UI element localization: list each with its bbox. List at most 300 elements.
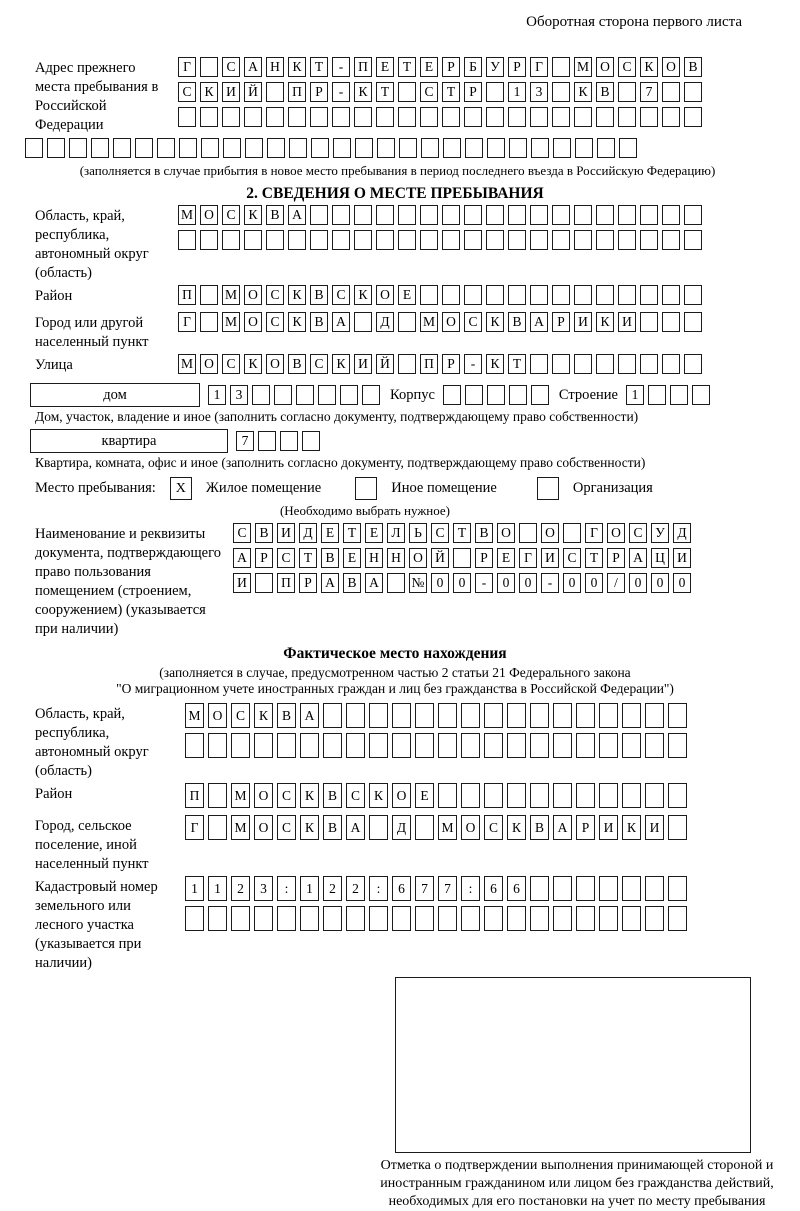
char-cell: - — [541, 573, 559, 593]
char-cell — [596, 107, 614, 127]
char-cell: 1 — [300, 876, 319, 901]
char-cell — [553, 733, 572, 758]
char-cell — [530, 783, 549, 808]
checkbox-zhiloe: X — [170, 477, 192, 500]
char-cell: 0 — [519, 573, 537, 593]
char-cell: С — [178, 82, 196, 102]
char-cell — [387, 573, 405, 593]
char-cell — [484, 783, 503, 808]
char-cell — [346, 703, 365, 728]
char-cell — [421, 138, 439, 158]
char-cell: Е — [420, 57, 438, 77]
raion-label: Район — [35, 288, 73, 304]
char-cell — [310, 205, 328, 225]
char-cell — [443, 385, 461, 405]
char-cell: С — [233, 523, 251, 543]
char-cell: В — [684, 57, 702, 77]
char-cell: А — [365, 573, 383, 593]
char-cell — [300, 906, 319, 931]
char-cell: Р — [299, 573, 317, 593]
char-cell — [622, 733, 641, 758]
oblast-label: Область, край, республика, автономный округ (область) — [35, 208, 149, 281]
char-cell — [377, 138, 395, 158]
char-cell — [684, 82, 702, 102]
char-cell: М — [231, 815, 250, 840]
prev-address-block — [25, 57, 790, 135]
char-cell — [369, 733, 388, 758]
char-cell: К — [288, 312, 306, 332]
char-row — [236, 431, 324, 451]
char-cell — [684, 285, 702, 305]
char-cell: Р — [508, 57, 526, 77]
char-cell: 3 — [230, 385, 248, 405]
char-cell: П — [277, 573, 295, 593]
char-cell: Ь — [409, 523, 427, 543]
char-cell — [200, 312, 218, 332]
char-cell — [486, 230, 504, 250]
char-cell: В — [310, 285, 328, 305]
char-cell: А — [321, 573, 339, 593]
char-cell — [645, 876, 664, 901]
char-cell — [619, 138, 637, 158]
gorod-label: Город или другой населенный пункт — [35, 315, 149, 350]
char-cell — [530, 906, 549, 931]
char-cell: И — [354, 354, 372, 374]
char-cell: Г — [178, 57, 196, 77]
char-cell: И — [673, 548, 691, 568]
char-cell — [420, 205, 438, 225]
char-cell: О — [442, 312, 460, 332]
char-cell — [208, 815, 227, 840]
char-cell — [668, 703, 687, 728]
char-cell: О — [662, 57, 680, 77]
option-label-inoe: Иное помещение — [391, 480, 497, 496]
char-cell: 0 — [563, 573, 581, 593]
char-cell: 6 — [484, 876, 503, 901]
char-cell: 1 — [508, 82, 526, 102]
char-cell — [442, 205, 460, 225]
char-cell — [91, 138, 109, 158]
char-cell: 0 — [497, 573, 515, 593]
char-cell: 6 — [392, 876, 411, 901]
char-cell: П — [178, 285, 196, 305]
field-dom — [25, 383, 790, 407]
char-cell: : — [461, 876, 480, 901]
char-cell — [668, 906, 687, 931]
char-cell: О — [376, 285, 394, 305]
stamp-box — [395, 977, 751, 1153]
char-cell: Т — [299, 548, 317, 568]
fact-caption-1: (заполняется в случае, предусмотренном частью 2 статьи 21 Федерального закона — [159, 665, 631, 680]
char-cell — [464, 230, 482, 250]
char-cell — [575, 138, 593, 158]
char-cell — [618, 354, 636, 374]
char-cell: Т — [508, 354, 526, 374]
char-cell: - — [475, 573, 493, 593]
char-cell — [376, 107, 394, 127]
char-cell — [443, 138, 461, 158]
char-cell: С — [310, 354, 328, 374]
char-cell: - — [332, 82, 350, 102]
fact-gorod-label: Город, сельское поселение, иной населенный пункт — [35, 818, 149, 872]
char-cell — [369, 906, 388, 931]
char-cell — [222, 230, 240, 250]
char-cell — [398, 82, 416, 102]
char-cell — [311, 138, 329, 158]
char-cell: А — [300, 703, 319, 728]
char-row — [178, 82, 790, 102]
char-cell — [552, 57, 570, 77]
char-row — [178, 230, 790, 250]
fact-field-kadastr — [25, 876, 790, 973]
char-cell: Р — [255, 548, 273, 568]
char-cell — [530, 703, 549, 728]
char-cell: М — [178, 205, 196, 225]
char-cell — [645, 733, 664, 758]
char-cell: 3 — [254, 876, 273, 901]
prev-address-cells — [178, 57, 790, 132]
char-cell: Т — [585, 548, 603, 568]
char-cell — [208, 733, 227, 758]
char-cell — [266, 230, 284, 250]
char-cell: Е — [376, 57, 394, 77]
char-row — [233, 573, 790, 593]
char-cell: Е — [365, 523, 383, 543]
char-cell: И — [645, 815, 664, 840]
char-row — [208, 385, 384, 405]
char-cell — [640, 312, 658, 332]
char-cell — [531, 138, 549, 158]
char-cell: В — [475, 523, 493, 543]
prev-address-label: Адрес прежнего места пребывания в Российской Федерации — [35, 60, 159, 133]
char-cell — [508, 107, 526, 127]
char-cell: Р — [552, 312, 570, 332]
char-cell: Е — [321, 523, 339, 543]
char-cell: А — [553, 815, 572, 840]
char-row — [185, 815, 691, 840]
char-cell: К — [332, 354, 350, 374]
char-cell: К — [300, 783, 319, 808]
char-cell: О — [392, 783, 411, 808]
char-cell — [438, 906, 457, 931]
char-cell: М — [574, 57, 592, 77]
char-cell: О — [254, 815, 273, 840]
char-cell: 0 — [585, 573, 603, 593]
char-cell — [576, 733, 595, 758]
char-cell: И — [233, 573, 251, 593]
char-cell — [662, 354, 680, 374]
char-cell — [645, 906, 664, 931]
char-cell — [288, 107, 306, 127]
char-cell: С — [277, 783, 296, 808]
char-cell — [662, 312, 680, 332]
char-cell — [597, 138, 615, 158]
char-cell — [487, 138, 505, 158]
char-cell — [310, 107, 328, 127]
char-cell — [200, 230, 218, 250]
char-cell: Д — [376, 312, 394, 332]
char-cell: Н — [365, 548, 383, 568]
char-cell — [530, 205, 548, 225]
char-cell — [508, 230, 526, 250]
char-cell — [442, 107, 460, 127]
char-cell — [340, 385, 358, 405]
char-cell — [692, 385, 710, 405]
kadastr-label: Кадастровый номер земельного или лесного участка (указывается при наличии) — [35, 879, 158, 971]
char-cell — [596, 354, 614, 374]
char-cell — [200, 107, 218, 127]
char-cell: У — [486, 57, 504, 77]
char-cell: О — [244, 285, 262, 305]
char-cell: Р — [442, 354, 460, 374]
char-cell: О — [409, 548, 427, 568]
char-cell — [245, 138, 263, 158]
char-cell: Е — [398, 285, 416, 305]
char-cell: К — [288, 285, 306, 305]
char-cell: 0 — [453, 573, 471, 593]
fact-oblast-label: Область, край, республика, автономный округ (область) — [35, 706, 149, 779]
char-cell: 7 — [415, 876, 434, 901]
char-cell: К — [354, 285, 372, 305]
char-cell: Р — [310, 82, 328, 102]
char-cell: А — [629, 548, 647, 568]
dom-caption: Дом, участок, владение и иное (заполнить согласно документу, подтверждающему право собственности) — [35, 409, 639, 424]
char-cell: К — [354, 82, 372, 102]
char-cell: К — [254, 703, 273, 728]
char-cell — [266, 82, 284, 102]
char-cell — [530, 230, 548, 250]
char-row — [185, 876, 790, 901]
stroenie-label: Строение — [558, 386, 618, 403]
char-cell: М — [178, 354, 196, 374]
char-cell — [392, 733, 411, 758]
char-cell — [530, 354, 548, 374]
char-cell — [531, 385, 549, 405]
char-cell: 3 — [530, 82, 548, 102]
char-cell: Г — [519, 548, 537, 568]
char-cell: О — [607, 523, 625, 543]
char-cell — [280, 431, 298, 451]
char-cell — [332, 107, 350, 127]
char-cell — [622, 906, 641, 931]
char-cell — [442, 230, 460, 250]
char-cell — [420, 107, 438, 127]
fact-title: Фактическое место нахождения — [283, 645, 507, 662]
char-cell: А — [244, 57, 262, 77]
char-cell: К — [486, 312, 504, 332]
char-cell — [484, 733, 503, 758]
char-cell — [684, 205, 702, 225]
char-cell — [574, 230, 592, 250]
char-cell — [318, 385, 336, 405]
char-cell — [553, 906, 572, 931]
char-cell — [576, 703, 595, 728]
char-cell: М — [438, 815, 457, 840]
char-cell: Г — [530, 57, 548, 77]
char-cell — [530, 733, 549, 758]
char-cell: М — [222, 312, 240, 332]
char-cell — [289, 138, 307, 158]
char-cell — [354, 230, 372, 250]
char-cell — [645, 703, 664, 728]
char-cell — [254, 733, 273, 758]
char-cell — [258, 431, 276, 451]
char-cell — [684, 107, 702, 127]
char-cell — [574, 285, 592, 305]
char-cell: В — [323, 783, 342, 808]
char-cell: О — [244, 312, 262, 332]
char-row — [185, 703, 790, 728]
fact-field-gorod — [25, 815, 790, 874]
char-cell: В — [255, 523, 273, 543]
char-cell — [596, 205, 614, 225]
char-cell — [392, 906, 411, 931]
char-cell — [277, 906, 296, 931]
char-cell: В — [343, 573, 361, 593]
char-row — [185, 783, 691, 808]
char-cell — [274, 385, 292, 405]
mesto-label: Место пребывания: — [35, 480, 156, 496]
char-cell — [599, 733, 618, 758]
korpus-label: Корпус — [390, 386, 435, 403]
mesto-hint: (Необходимо выбрать нужное) — [279, 503, 451, 518]
char-cell: С — [420, 82, 438, 102]
char-cell — [300, 733, 319, 758]
char-cell — [484, 906, 503, 931]
prev-address-caption: (заполняется в случае прибытия в новое место пребывания в период последнего въезда в Российскую Федерацию) — [79, 163, 716, 178]
char-cell — [179, 138, 197, 158]
char-cell — [684, 312, 702, 332]
char-row — [178, 354, 706, 374]
char-cell: Ц — [651, 548, 669, 568]
char-cell — [185, 906, 204, 931]
char-cell — [563, 523, 581, 543]
char-cell — [362, 385, 380, 405]
char-cell: П — [288, 82, 306, 102]
char-cell: Р — [576, 815, 595, 840]
char-cell: В — [321, 548, 339, 568]
char-cell — [576, 906, 595, 931]
char-cell — [622, 876, 641, 901]
char-cell — [231, 906, 250, 931]
char-cell: Д — [392, 815, 411, 840]
char-cell: С — [431, 523, 449, 543]
char-cell — [178, 107, 196, 127]
char-cell — [355, 138, 373, 158]
char-cell — [369, 703, 388, 728]
char-cell: 7 — [236, 431, 254, 451]
char-cell: Р — [442, 57, 460, 77]
char-cell — [574, 205, 592, 225]
char-cell — [398, 107, 416, 127]
char-cell — [668, 733, 687, 758]
field-mesto — [25, 477, 790, 500]
char-cell — [252, 385, 270, 405]
fact-raion-label: Район — [35, 786, 73, 802]
char-cell: - — [332, 57, 350, 77]
char-cell — [508, 285, 526, 305]
char-cell — [438, 783, 457, 808]
char-cell — [508, 205, 526, 225]
char-cell — [438, 703, 457, 728]
char-cell — [415, 906, 434, 931]
char-cell: Д — [673, 523, 691, 543]
field-raion — [25, 285, 790, 310]
char-cell — [684, 354, 702, 374]
char-cell: О — [497, 523, 515, 543]
char-cell — [464, 107, 482, 127]
dom-box: дом — [30, 383, 200, 407]
char-cell — [464, 285, 482, 305]
char-cell: Д — [299, 523, 317, 543]
char-cell — [640, 205, 658, 225]
char-cell — [622, 783, 641, 808]
char-row — [233, 523, 790, 543]
char-cell: Т — [453, 523, 471, 543]
char-cell — [618, 205, 636, 225]
char-cell — [223, 138, 241, 158]
char-cell: К — [486, 354, 504, 374]
char-cell: С — [484, 815, 503, 840]
char-cell: В — [596, 82, 614, 102]
field-doc — [25, 523, 790, 639]
field-ulitsa — [25, 354, 790, 379]
char-cell — [486, 82, 504, 102]
char-cell: В — [323, 815, 342, 840]
char-cell: В — [310, 312, 328, 332]
checkbox-inoe — [355, 477, 377, 500]
char-cell: С — [222, 354, 240, 374]
char-cell — [178, 230, 196, 250]
char-row — [178, 205, 790, 225]
char-cell: Н — [387, 548, 405, 568]
char-cell: К — [574, 82, 592, 102]
char-cell: М — [231, 783, 250, 808]
char-cell: Г — [585, 523, 603, 543]
char-cell — [277, 733, 296, 758]
char-cell: С — [222, 205, 240, 225]
char-cell: И — [277, 523, 295, 543]
char-cell: М — [222, 285, 240, 305]
section2-title: 2. СВЕДЕНИЯ О МЕСТЕ ПРЕБЫВАНИЯ — [246, 185, 544, 202]
char-cell — [157, 138, 175, 158]
field-kvartira — [25, 429, 790, 453]
char-cell — [668, 815, 687, 840]
char-cell: 6 — [507, 876, 526, 901]
char-cell: И — [574, 312, 592, 332]
char-cell — [453, 548, 471, 568]
char-cell — [574, 107, 592, 127]
char-cell: А — [288, 205, 306, 225]
char-row — [185, 733, 790, 758]
char-cell — [254, 906, 273, 931]
char-cell — [69, 138, 87, 158]
char-cell: О — [200, 205, 218, 225]
char-cell — [596, 285, 614, 305]
char-cell — [420, 230, 438, 250]
char-cell — [486, 285, 504, 305]
char-cell — [662, 230, 680, 250]
char-cell — [296, 385, 314, 405]
fact-field-raion — [25, 783, 790, 813]
checkbox-org — [537, 477, 559, 500]
char-cell: : — [277, 876, 296, 901]
char-cell — [553, 703, 572, 728]
char-cell — [442, 285, 460, 305]
char-cell: С — [266, 312, 284, 332]
char-cell — [255, 573, 273, 593]
char-cell: К — [244, 205, 262, 225]
